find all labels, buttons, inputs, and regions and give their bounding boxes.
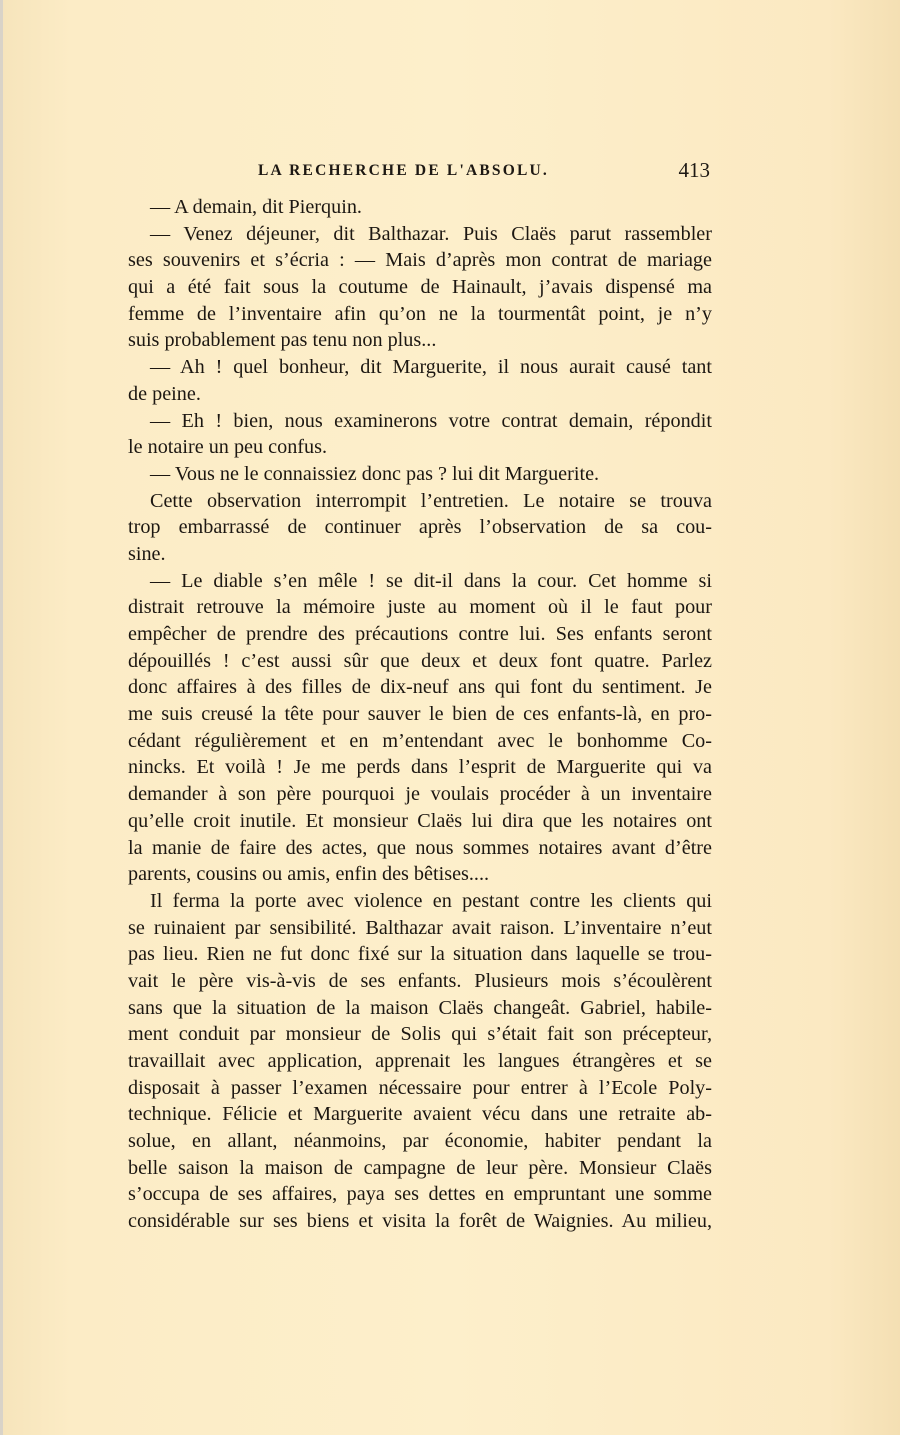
text-line: ses souvenirs et s’écria : — Mais d’après mon contrat de mariage xyxy=(128,249,712,272)
text-line: technique. Félicie et Marguerite avaient vécu dans une retraite ab- xyxy=(128,1103,712,1126)
text-line: me suis creusé la tête pour sauver le bien de ces enfants-là, en pro- xyxy=(128,703,712,726)
text-line: de peine. xyxy=(128,382,201,405)
text-line: ment conduit par monsieur de Solis qui s’était fait son précepteur, xyxy=(128,1023,712,1046)
running-header xyxy=(128,158,712,188)
running-title: LA RECHERCHE DE L'ABSOLU. xyxy=(258,162,549,179)
text-line: disposait à passer l’examen nécessaire pour entrer à l’Ecole Poly- xyxy=(128,1076,712,1099)
text-line: — Eh ! bien, nous examinerons votre contrat demain, répondit xyxy=(150,409,712,432)
text-line: — Venez déjeuner, dit Balthazar. Puis Claës parut rassembler xyxy=(150,222,712,245)
text-line: demander à son père pourquoi je voulais procéder à un inventaire xyxy=(128,783,712,806)
text-line: — Vous ne le connaissiez donc pas ? lui dit Marguerite. xyxy=(150,462,600,485)
text-line: pas lieu. Rien ne fut donc fixé sur la situation dans laquelle se trou- xyxy=(128,943,712,966)
text-line: belle saison la maison de campagne de leur père. Monsieur Claës xyxy=(128,1156,712,1179)
text-line: sans que la situation de la maison Claës changeât. Gabriel, habile- xyxy=(128,996,712,1019)
text-line: parents, cousins ou amis, enfin des bêtises.... xyxy=(128,863,490,886)
text-line: qu’elle croit inutile. Et monsieur Claës lui dira que les notaires ont xyxy=(128,809,712,832)
text-line: Cette observation interrompit l’entretien. Le notaire se trouva xyxy=(150,489,712,512)
text-line: — Ah ! quel bonheur, dit Marguerite, il nous aurait causé tant xyxy=(150,356,712,379)
text-line: cédant régulièrement et en m’entendant avec le bonhomme Co- xyxy=(128,729,712,752)
page-number: 413 xyxy=(678,158,710,182)
text-line: se ruinaient par sensibilité. Balthazar avait raison. L’inventaire n’eut xyxy=(128,916,712,939)
text-line: solue, en allant, néanmoins, par économie, habiter pendant la xyxy=(128,1130,712,1153)
text-line: — Le diable s’en mêle ! se dit-il dans la cour. Cet homme si xyxy=(150,569,712,592)
text-line: — A demain, dit Pierquin. xyxy=(150,196,362,218)
text-line: dépouillés ! c’est aussi sûr que deux et deux font quatre. Parlez xyxy=(128,649,712,672)
text-line: le notaire un peu confus. xyxy=(128,436,328,459)
text-line: travaillait avec application, apprenait les langues étrangères et se xyxy=(128,1050,712,1072)
text-line: empêcher de prendre des précautions contre lui. Ses enfants seront xyxy=(128,623,712,645)
text-line: donc affaires à des filles de dix-neuf ans qui font du sentiment. Je xyxy=(128,676,712,699)
text-line: distrait retrouve la mémoire juste au moment où il le faut pour xyxy=(128,596,712,619)
text-line: suis probablement pas tenu non plus... xyxy=(128,329,437,352)
text-line: la manie de faire des actes, que nous sommes notaires avant d’être xyxy=(128,836,712,859)
text-line: Il ferma la porte avec violence en pestant contre les clients qui xyxy=(150,889,712,912)
text-line: qui a été fait sous la coutume de Hainault, j’avais dispensé ma xyxy=(128,276,712,299)
text-line: trop embarrassé de continuer après l’observation de sa cou- xyxy=(128,516,712,539)
text-line: sine. xyxy=(128,542,166,565)
text-line: vait le père vis-à-vis de ses enfants. Plusieurs mois s’écoulèrent xyxy=(128,969,712,992)
text-line: considérable sur ses biens et visita la forêt de Waignies. Au milieu, xyxy=(128,1210,712,1233)
page-edge xyxy=(0,0,3,1435)
text-line: femme de l’inventaire afin qu’on ne la tourmentât point, je n’y xyxy=(128,302,712,325)
text-line: s’occupa de ses affaires, paya ses dettes en empruntant une somme xyxy=(128,1183,712,1206)
body-text xyxy=(128,194,712,1235)
text-line: nincks. Et voilà ! Je me perds dans l’esprit de Marguerite qui va xyxy=(128,756,712,779)
